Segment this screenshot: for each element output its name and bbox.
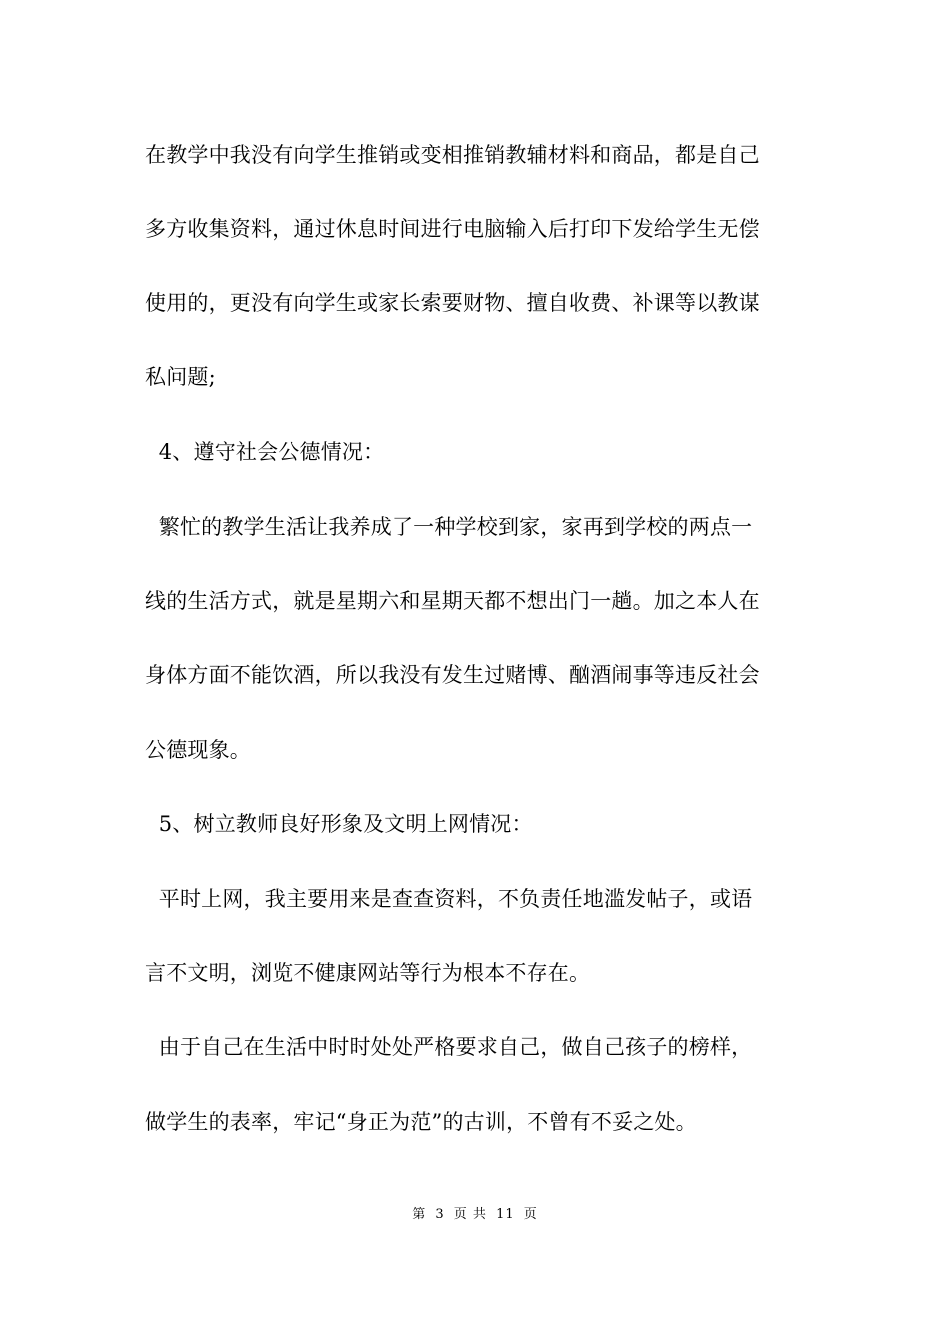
text-line-14: 做学生的表率，牢记“身正为范”的古训，不曾有不妥之处。 bbox=[145, 1110, 697, 1134]
footer-total-pages: 11 bbox=[496, 1207, 515, 1222]
footer-prefix: 第 bbox=[412, 1207, 427, 1222]
text-line-7: 线的生活方式，就是星期六和星期天都不想出门一趟。加之本人在 bbox=[145, 589, 760, 613]
text-line-9: 公德现象。 bbox=[145, 738, 251, 762]
text-line-11: 平时上网，我主要用来是查查资料，不负责任地滥发帖子，或语 bbox=[145, 887, 753, 911]
section-heading-5: 5、树立教师良好形象及文明上网情况： bbox=[145, 812, 533, 836]
section-heading-4: 4、遵守社会公德情况： bbox=[145, 440, 385, 464]
text-line-3: 使用的，更没有向学生或家长索要财物、擅自收费、补课等以教谋 bbox=[145, 291, 760, 315]
text-line-8: 身体方面不能饮酒，所以我没有发生过赌博、酗酒闹事等违反社会 bbox=[145, 663, 760, 687]
text-line-6: 繁忙的教学生活让我养成了一种学校到家，家再到学校的两点一 bbox=[145, 515, 753, 539]
text-line-2: 多方收集资料，通过休息时间进行电脑输入后打印下发给学生无偿 bbox=[145, 217, 760, 241]
footer-middle: 页 共 bbox=[453, 1207, 487, 1222]
text-line-1: 在教学中我没有向学生推销或变相推销教辅材料和商品，都是自己 bbox=[145, 143, 760, 167]
page-footer bbox=[0, 1206, 950, 1224]
footer-suffix: 页 bbox=[523, 1207, 538, 1222]
text-line-4: 私问题; bbox=[145, 365, 216, 389]
text-line-12: 言不文明，浏览不健康网站等行为根本不存在。 bbox=[145, 961, 591, 985]
footer-current-page: 3 bbox=[435, 1207, 445, 1222]
text-line-13: 由于自己在生活中时时处处严格要求自己，做自己孩子的榜样， bbox=[145, 1035, 753, 1059]
